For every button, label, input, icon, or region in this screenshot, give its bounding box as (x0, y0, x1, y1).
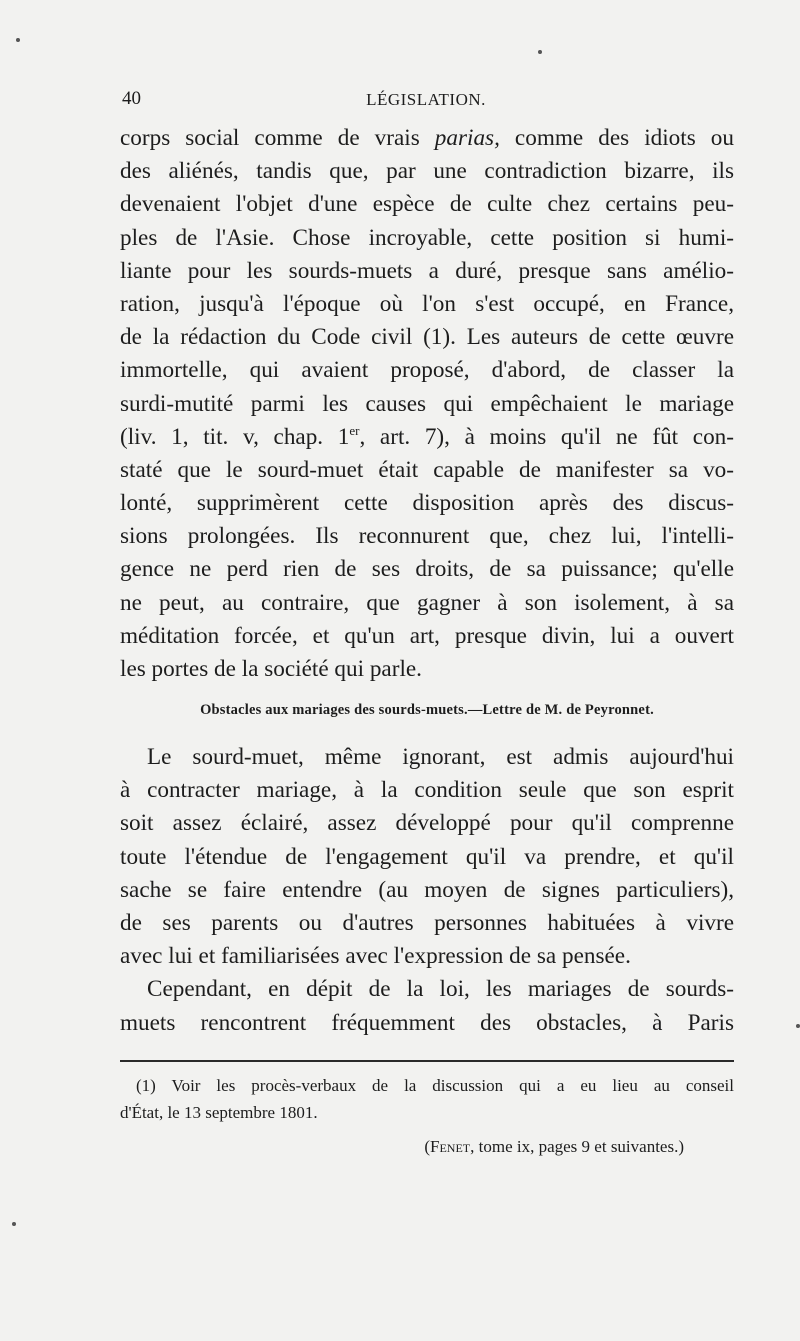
footnote-divider (120, 1060, 734, 1062)
footnote-reference: (Fenet, tome ix, pages 9 et suivantes.) (424, 1137, 684, 1156)
footnote-line: d'État, le 13 septembre 1801. (120, 1103, 318, 1122)
text-line: lonté, supprimèrent cette disposition après des discus- (120, 490, 734, 517)
section-heading: Obstacles aux mariages des sourds-muets.—Lettre de M. de Peyronnet. (200, 702, 654, 718)
text-line: Cependant, en dépit de la loi, les mariages de sourds- (147, 976, 734, 1003)
text-line: de la rédaction du Code civil (1). Les auteurs de cette œuvre (120, 324, 734, 351)
italic-word: parias, (434, 125, 500, 151)
text-line: toute l'étendue de l'engagement qu'il va prendre, et qu'il (120, 843, 734, 870)
text-line: ne peut, au contraire, que gagner à son isolement, à sa (120, 589, 734, 616)
footnote (120, 1072, 734, 1126)
reference-author: Fenet (430, 1137, 471, 1156)
text-line: sions prolongées. Ils reconnurent que, chez lui, l'intelli- (120, 523, 734, 550)
paper-speck (538, 50, 542, 54)
text-line: ples de l'Asie. Chose incroyable, cette position si humi- (120, 224, 734, 251)
text-line: méditation forcée, et qu'un art, presque divin, lui a ouvert (120, 622, 734, 649)
text-line: staté que le sourd-muet était capable de manifester sa vo- (120, 456, 734, 483)
text-line: Le sourd-muet, même ignorant, est admis aujourd'hui (147, 744, 734, 770)
paper-speck (16, 38, 20, 42)
text-line: muets rencontrent fréquemment des obstacles, à Paris (120, 1009, 734, 1036)
superscript: er (349, 422, 360, 438)
paragraph-1 (120, 122, 734, 686)
text-line: corps social comme de vrais parias, comme des idiots ou (120, 125, 734, 151)
text-line: devenaient l'objet d'une espèce de culte chez certains peu- (120, 191, 734, 218)
text-line: surdi-mutité parmi les causes qui empêchaient le mariage (120, 390, 734, 417)
page-number: 40 (122, 88, 141, 109)
text-line: liante pour les sourds-muets a duré, presque sans amélio- (120, 257, 734, 284)
page-header (118, 88, 734, 114)
text-line: les portes de la société qui parle. (120, 656, 422, 682)
text-line: soit assez éclairé, assez développé pour qu'il comprenne (120, 810, 734, 837)
text-line: immortelle, qui avaient proposé, d'abord, de classer la (120, 357, 734, 384)
text-line: des aliénés, tandis que, par une contradiction bizarre, ils (120, 158, 734, 185)
text-line: avec lui et familiarisées avec l'expression de sa pensée. (120, 943, 631, 970)
text-line: sache se faire entendre (au moyen de signes particuliers), (120, 876, 734, 903)
text-line: de ses parents ou d'autres personnes habituées à vivre (120, 909, 734, 936)
text-line: ration, jusqu'à l'époque où l'on s'est occupé, en France, (120, 290, 734, 317)
paper-speck (12, 1222, 16, 1226)
paper-speck (796, 1024, 800, 1028)
text-line: à contracter mariage, à la condition seule que son esprit (120, 777, 734, 804)
text-line: gence ne perd rien de ses droits, de sa puissance; qu'elle (120, 556, 734, 583)
paragraph-2 (120, 741, 734, 1040)
text-line: (liv. 1, tit. v, chap. 1er, art. 7), à moins qu'il ne fût con- (120, 422, 734, 450)
footnote-line: (1) Voir les procès-verbaux de la discussion qui a eu lieu au conseil (136, 1076, 734, 1095)
running-title: LÉGISLATION. (366, 90, 486, 109)
